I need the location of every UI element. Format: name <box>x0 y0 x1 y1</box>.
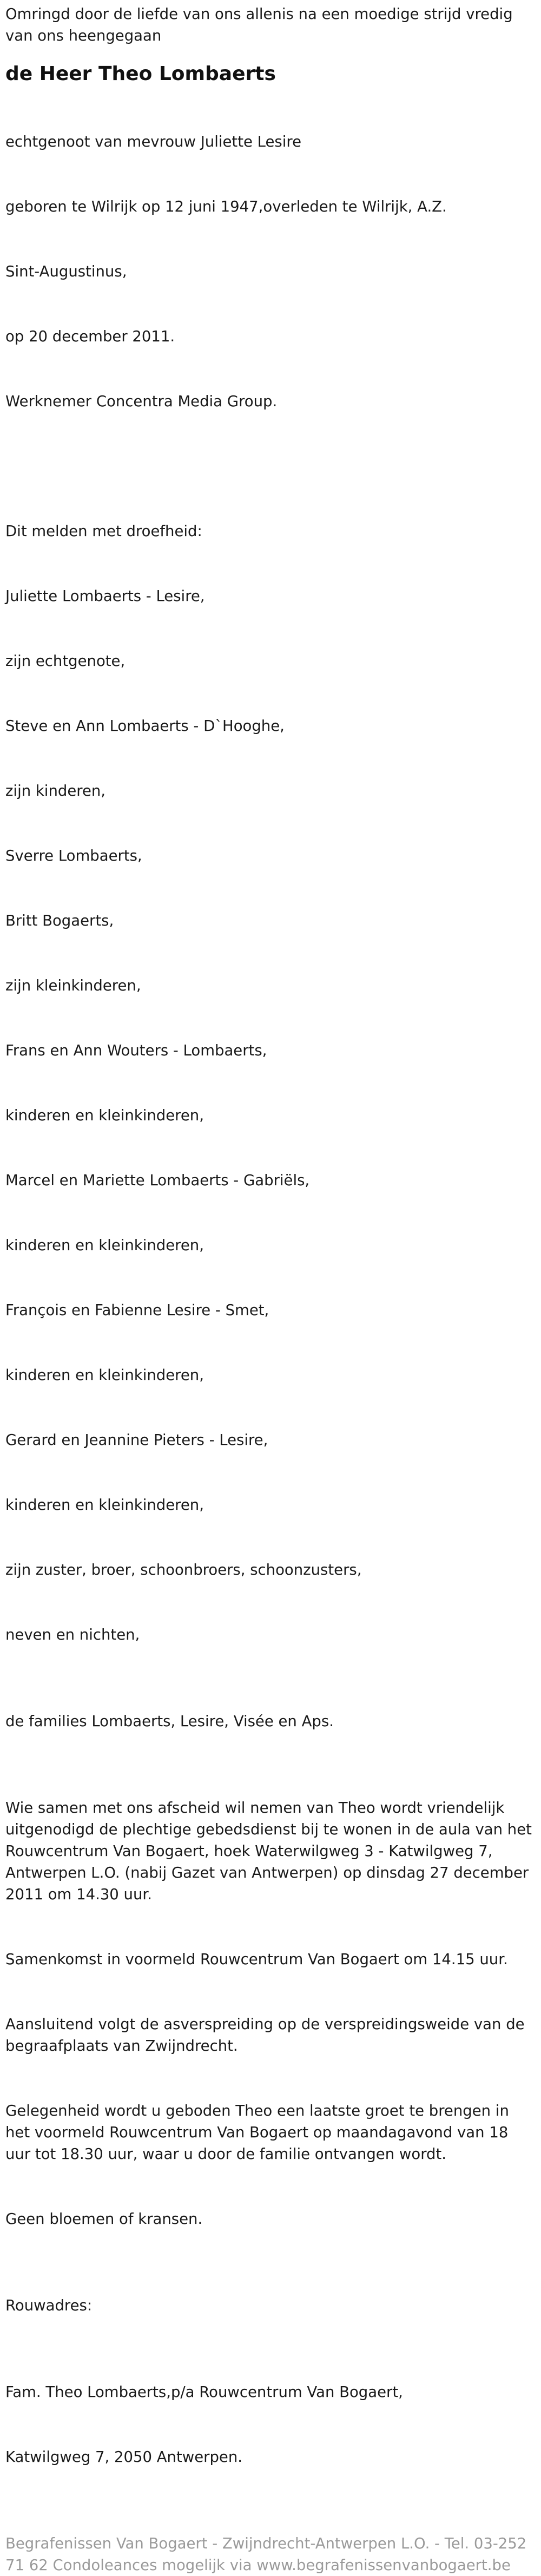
spacer <box>5 1689 533 1710</box>
families-line: de families Lombaerts, Lesire, Visée en Aps. <box>5 1713 334 1730</box>
mourner-line: Sverre Lombaerts, <box>5 847 142 864</box>
mourner-line: neven en nichten, <box>5 1626 140 1643</box>
detail-line: Sint-Augustinus, <box>5 263 127 280</box>
mourners-list <box>5 477 533 1689</box>
mourner-line: zijn kinderen, <box>5 782 106 800</box>
mourner-line: kinderen en kleinkinderen, <box>5 1107 204 1124</box>
mourner-line: François en Fabienne Lesire - Smet, <box>5 1302 269 1319</box>
mourner-line: kinderen en kleinkinderen, <box>5 1496 204 1514</box>
funeral-home-footer: Begrafenissen Van Bogaert - Zwijndrecht-Antwerpen L.O. - Tel. 03-252 71 62 Condoleances mogelijk via www.begrafenissenvanbogaert.be <box>5 2535 532 2574</box>
ceremony-paragraph: Aansluitend volgt de asverspreiding op de verspreidingsweide van de begraafplaats van Zwijndrecht. <box>5 2016 530 2055</box>
mourner-line: zijn echtgenote, <box>5 652 126 670</box>
detail-line: geboren te Wilrijk op 12 juni 1947,overleden te Wilrijk, A.Z. <box>5 198 447 215</box>
ceremony-paragraph: Geen bloemen of kransen. <box>5 2210 203 2228</box>
address-label: Rouwadres: <box>5 2297 93 2314</box>
ceremony-paragraph: Gelegenheid wordt u geboden Theo een laatste groet te brengen in het voormeld Rouwcentrum Van Bogaert op maandagavond van 18 uur tot 18.30 uur, waar u door de familie ontvangen wordt. <box>5 2102 514 2163</box>
mourner-line: Marcel en Mariette Lombaerts - Gabriëls, <box>5 1172 310 1189</box>
mourner-line: kinderen en kleinkinderen, <box>5 1237 204 1254</box>
mourner-line: zijn zuster, broer, schoonbroers, schoonzusters, <box>5 1561 362 1578</box>
mourner-line: zijn kleinkinderen, <box>5 977 141 994</box>
ceremony-paragraph: Samenkomst in voormeld Rouwcentrum Van Bogaert om 14.15 uur. <box>5 1951 508 1968</box>
address-line: Fam. Theo Lombaerts,p/a Rouwcentrum Van Bogaert, <box>5 2383 403 2401</box>
intro-text: Omringd door de liefde van ons allenis na een moedige strijd vredig van ons heengegaan <box>5 5 518 44</box>
mourner-line: Gerard en Jeannine Pieters - Lesire, <box>5 1431 268 1449</box>
deceased-details <box>5 88 533 455</box>
spacer <box>5 2273 533 2295</box>
detail-line: op 20 december 2011. <box>5 328 175 345</box>
address-block <box>5 2338 533 2511</box>
detail-line: Werknemer Concentra Media Group. <box>5 393 278 410</box>
spacer <box>5 455 533 477</box>
mourner-line: Frans en Ann Wouters - Lombaerts, <box>5 1042 267 1059</box>
detail-line: echtgenoot van mevrouw Juliette Lesire <box>5 133 302 150</box>
spacer <box>5 1732 533 1754</box>
mourner-line: Juliette Lombaerts - Lesire, <box>5 587 205 605</box>
mourner-line: Britt Bogaerts, <box>5 912 114 929</box>
mourner-line: kinderen en kleinkinderen, <box>5 1366 204 1384</box>
death-notice <box>5 0 537 2576</box>
mourner-line: Dit melden met droefheid: <box>5 523 202 540</box>
deceased-name: de Heer Theo Lombaerts <box>5 63 276 85</box>
ceremony-paragraph: Wie samen met ons afscheid wil nemen van Theo wordt vriendelijk uitgenodigd de plechtige gebedsdienst bij te wonen in de aula van het Rouwcentrum Van Bogaert, hoek Waterwilgweg 3 - Katwilgweg 7, Antwerpen L.O. (nabij Gazet van Antwerpen) op dinsdag 27 december 2011 om 14.30 uur. <box>5 1799 537 1903</box>
mourner-line: Steve en Ann Lombaerts - D`Hooghe, <box>5 717 285 735</box>
address-line: Katwilgweg 7, 2050 Antwerpen. <box>5 2448 243 2466</box>
spacer <box>5 2316 533 2338</box>
ceremony-info <box>5 1754 537 2273</box>
